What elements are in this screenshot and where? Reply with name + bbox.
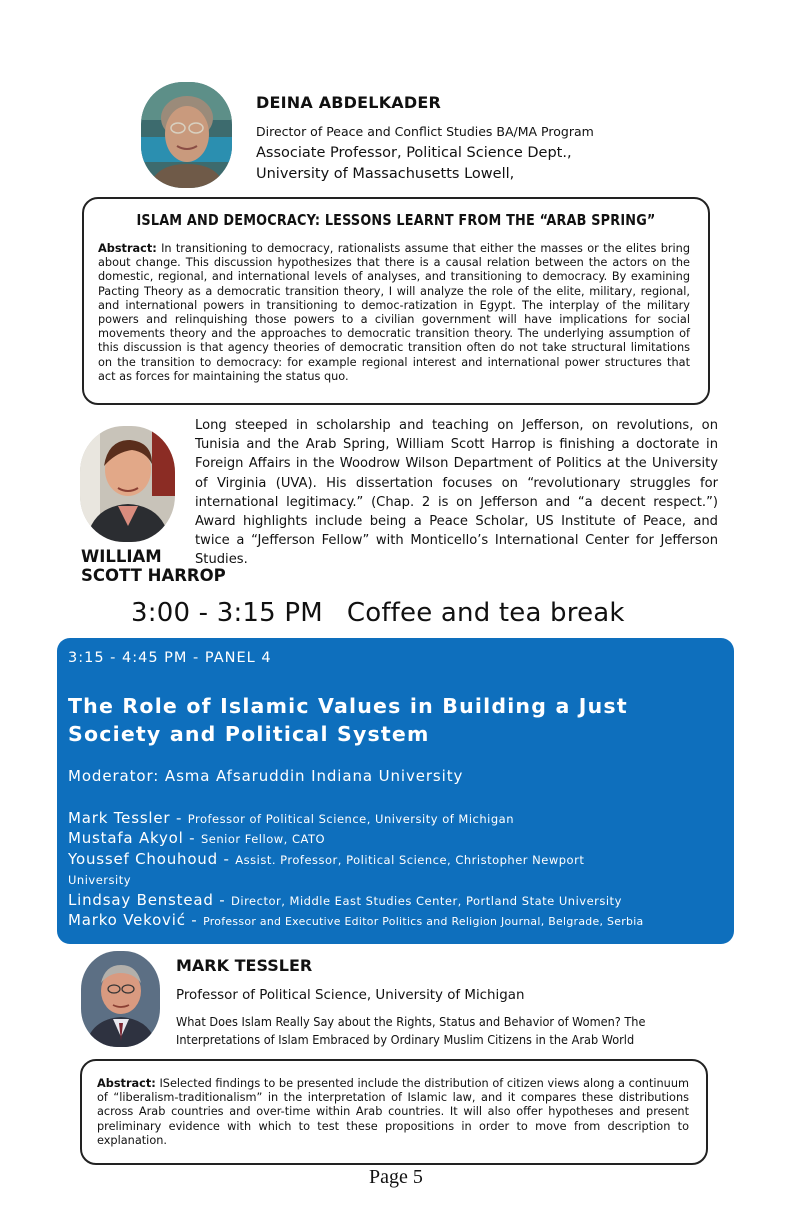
panelist-name: Lindsay Benstead - <box>68 891 232 909</box>
panelist-role: Director, Middle East Studies Center, Portland State University <box>231 894 622 908</box>
abstract-box-tessler <box>80 1059 708 1165</box>
panelist-role-wrap: University <box>68 873 132 887</box>
deina-title-line2: Associate Professor, Political Science Dept., <box>256 145 572 161</box>
deina-name: DEINA ABDELKADER <box>256 93 442 112</box>
deina-title-line3: University of Massachusetts Lowell, <box>256 166 515 182</box>
harrop-bio: Long steeped in scholarship and teaching on Jefferson, on revolutions, on Tunisia and the Arab Spring, William Scott Harrop is finishing a doctorate in Foreign Affairs in the Woodrow Wilson Department of Politics at the University of Virginia (UVA). His dissertation focuses on “revolutionary struggles for international legitimacy.” (Chap. 2 is on Jefferson and “a decent respect.”) Award highlights include being a Peace Scholar, US Institute of Peace, and twice a “Jefferson Fellow” with Monticello’s International Center for Jefferson Studies. <box>195 418 718 568</box>
tessler-role: Professor of Political Science, University of Michigan <box>176 988 525 1003</box>
panel-moderator: Moderator: Asma Afsaruddin Indiana University <box>68 767 464 785</box>
abstract-body: In transitioning to democracy, rationalists assume that either the masses or the elites bring about change. This discussion hypothesizes that there is a causal relation between the actors on the domestic, regional, and international levels of analyses, and transitioning to democracy. By examining Pacting Theory as a democratic transition theory, I will analyze the role of the elite, military, regional, and international powers in transitioning to democ-ratization in Egypt. The interplay of the military powers and relinquishing those powers to a civilian government will have implications for social movements theory and the approaches to democratic transition theory. The underlying assumption of this discussion is that agency theories of democratic transition often do not take structural limitations on the transition to democracy: for example regional interest and international power structures that act as forces for maintaining the status quo. <box>98 242 690 383</box>
panelist-role: Professor of Political Science, University of Michigan <box>187 812 514 826</box>
tessler-name: MARK TESSLER <box>176 956 313 975</box>
panelist-name: Mustafa Akyol - <box>68 829 201 847</box>
panelist-role: Senior Fellow, CATO <box>200 832 326 846</box>
abstract-text <box>97 1077 689 1148</box>
panelist-row <box>68 890 622 909</box>
panelist-row <box>68 828 325 847</box>
abstract-box-abdelkader <box>82 197 710 405</box>
mark-tessler-photo <box>81 951 160 1047</box>
abstract-text <box>98 242 690 384</box>
page-number: Page 5 <box>369 1166 423 1188</box>
break-time: 3:00 - 3:15 PM <box>131 598 323 628</box>
panelist-name: Mark Tessler - <box>68 809 188 827</box>
panelist-row <box>68 849 584 868</box>
panelist-row <box>68 808 514 827</box>
panel-4-box <box>57 638 734 944</box>
harrop-name-line2: SCOTT HARROP <box>81 566 226 585</box>
deina-abdelkader-photo <box>141 82 232 188</box>
abstract-title: ISLAM AND DEMOCRACY: LESSONS LEARNT FROM THE “ARAB SPRING” <box>136 211 656 229</box>
panelist-name: Marko Veković - <box>68 911 204 929</box>
tessler-talk-line1: What Does Islam Really Say about the Rights, Status and Behavior of Women? The <box>176 1014 646 1029</box>
panel-title-line2: Society and Political System <box>68 722 430 746</box>
panelist-role: Professor and Executive Editor Politics and Religion Journal, Belgrade, Serbia <box>203 915 644 928</box>
panel-time: 3:15 - 4:45 PM - PANEL 4 <box>68 650 272 666</box>
panelist-role: Assist. Professor, Political Science, Christopher Newport <box>235 853 585 867</box>
deina-title-line1: Director of Peace and Conflict Studies BA/MA Program <box>256 124 594 139</box>
tessler-talk-line2: Interpretations of Islam Embraced by Ordinary Muslim Citizens in the Arab World <box>176 1032 635 1047</box>
abstract-label: Abstract: <box>97 1077 156 1090</box>
coffee-break-line <box>131 598 625 628</box>
abstract-body: ISelected findings to be presented include the distribution of citizen views along a continuum of “liberalism-traditionalism” in the interpretation of Islamic law, and it compares these distributions across Arab countries and over-time within Arab countries. It will also offer hypotheses and present preliminary evidence with which to test these propositions in order to move from description to explanation. <box>97 1077 689 1147</box>
panelist-name: Youssef Chouhoud - <box>68 850 236 868</box>
harrop-name-line1: WILLIAM <box>81 547 162 566</box>
william-scott-harrop-photo <box>80 426 175 542</box>
abstract-label: Abstract: <box>98 242 157 255</box>
panel-title-line1: The Role of Islamic Values in Building a Just <box>68 694 628 718</box>
panelist-row <box>68 910 644 929</box>
break-label: Coffee and tea break <box>346 598 625 628</box>
